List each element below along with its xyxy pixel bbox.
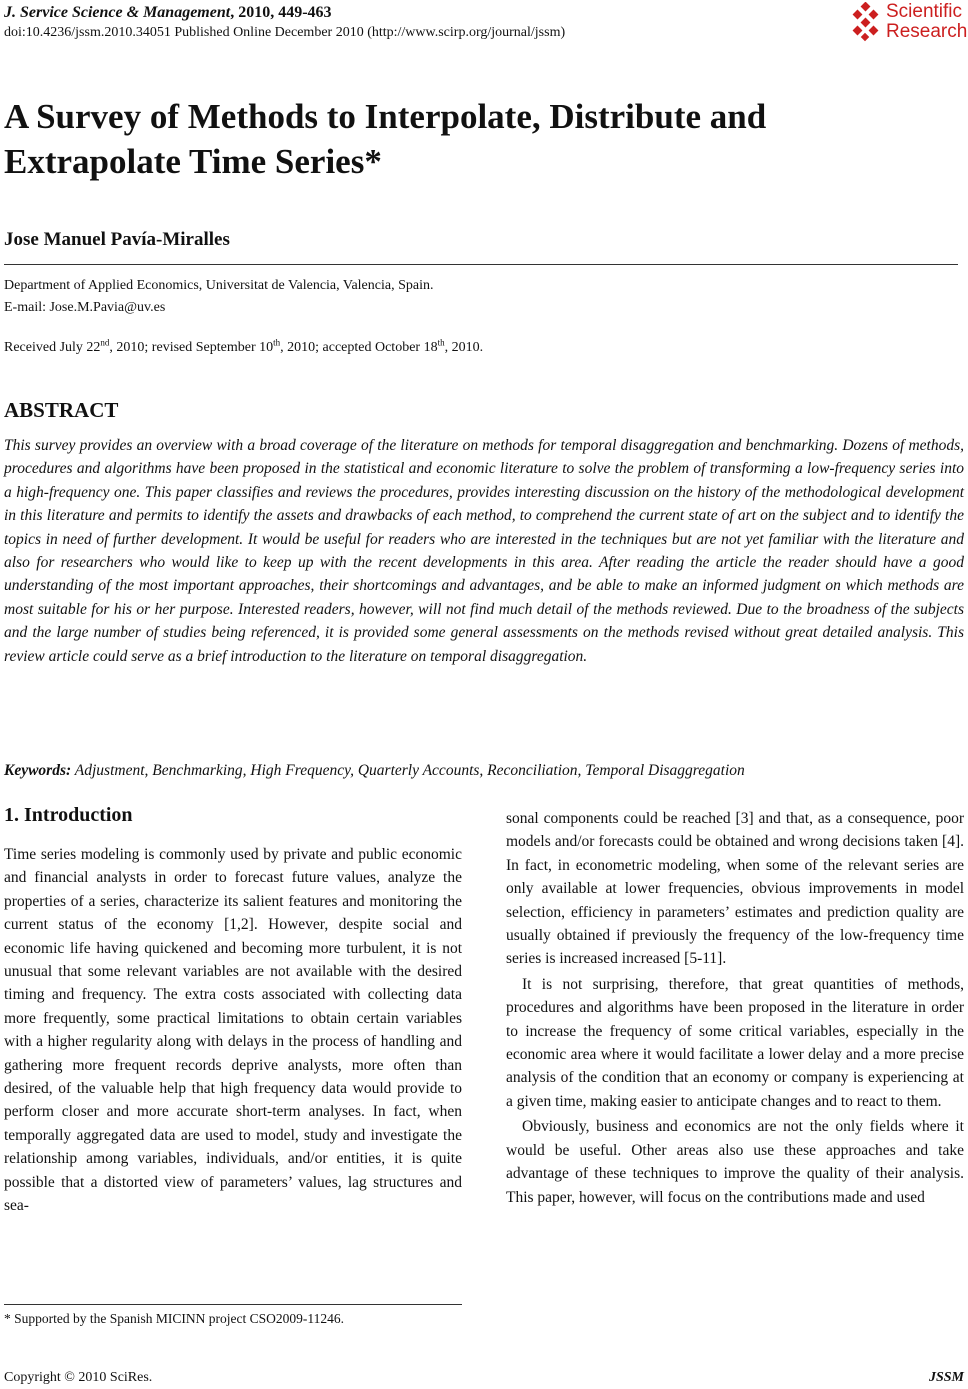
author-email: E-mail: Jose.M.Pavia@uv.es [4, 300, 166, 315]
logo-line-1: Scientific [886, 1, 963, 22]
journal-abbreviation: JSSM [928, 1370, 964, 1385]
doi-line: doi:10.4236/jssm.2010.34051 Published Online December 2010 (http://www.scirp.org/journal/jssm) [4, 25, 566, 40]
received-text: Received July 22 [4, 340, 101, 355]
paper-title: A Survey of Methods to Interpolate, Distribute and Extrapolate Time Series* [4, 97, 767, 181]
keywords [4, 760, 964, 782]
author-name: Jose Manuel Pavía-Miralles [4, 229, 230, 250]
ordinal-suffix: nd [100, 337, 110, 348]
ordinal-suffix: th [273, 337, 281, 348]
abstract-body: This survey provides an overview with a broad coverage of the literature on methods for temporal disaggregation and benchmarking. Dozens of methods, procedures and algorithms have been proposed in the statistical and economic literature to solve the problem of transforming a low-frequency series into a high-frequency one. This paper classifies and reviews the procedures, provides interesting discussion on the history of the methodological development in this literature and permits to identify the assets and drawbacks of each method, to comprehend the current state of art on the subject and to identify the topics in need of further development. It would be useful for readers who are interested in the techniques but are not yet familiar with the literature and also for researchers who would like to keep up with the recent developments in this area. After reading the article the reader should have a good understanding of the most important approaches, their shortcomings and advantages, and be able to make an informed judgment on which methods are most suitable for his or her purpose. Interested readers, however, will not find much detail of the methods reviewed. Due to the broadness of the subjects and the large number of studies being referenced, it is provided some general assessments on the methods revised without great detailed analysis. This review article could serve as a brief introduction to the literature on temporal disaggregation. [4, 437, 964, 665]
copyright: Copyright © 2010 SciRes. [4, 1370, 153, 1385]
section-heading-introduction: 1. Introduction [4, 804, 133, 826]
ordinal-suffix: th [437, 337, 445, 348]
scientific-research-logo [848, 2, 968, 44]
year-text: , 2010. [444, 340, 484, 355]
paragraph: Obviously, business and economics are not the only fields where it would be useful. Other areas also use these approaches and take advantage of these techniques to improve the quality of their analysis. This paper, however, will focus on the contributions made and used [506, 1118, 964, 1206]
footnote-divider [4, 1304, 462, 1305]
paragraph: Time series modeling is commonly used by private and public economic and financial analysts in order to forecast future values, analyze the properties of a series, characterize its salient features and monitoring the current status of the economy [1,2]. However, despite social and economic life having quickened and becoming more turbulent, it is not unusual that some relevant variables are not available with the desired timing and frequency. The extra costs associated with collecting data more frequently, some practical limitations to obtain certain variables with a higher regularity along with delays in the process of handling and gathering more frequent records deprive analysts, more often than desired, of the valuable help that high frequency data would provide to perform closer and more accurate short-term analyses. In fact, when temporally aggregated data are used to model, study and investigate the relationship among variables, individuals, and/or entities, it is quite possible that a distorted view of parameters’ values, lag structures and sea- [4, 846, 462, 1215]
footnote: * Supported by the Spanish MICINN project CSO2009-11246. [4, 1311, 344, 1326]
logo-text [886, 2, 967, 42]
paragraph: It is not surprising, therefore, that great quantities of methods, procedures and algorithms have been proposed in the literature in order to increase the frequency of some critical variables, especially in the economic area where it would facilitate a lower delay and a more precise analysis of the condition that an economy or company is experiencing at a given time, making easier to anticipate changes and to react to them. [506, 975, 964, 1110]
journal-name: J. Service Science & Management [4, 4, 231, 21]
title-divider [4, 264, 958, 265]
accepted-text: , 2010; accepted October 18 [280, 340, 438, 355]
keywords-list: Adjustment, Benchmarking, High Frequency, Quarterly Accounts, Reconciliation, Temporal Disaggregation [71, 762, 745, 779]
left-column [4, 843, 462, 1218]
journal-volume-pages: , 2010, 449-463 [230, 4, 332, 21]
journal-citation [4, 4, 332, 22]
abstract-heading: ABSTRACT [4, 398, 119, 422]
author-affiliation: Department of Applied Economics, Universitat de Valencia, Valencia, Spain. [4, 278, 434, 293]
keywords-label: Keywords: [4, 762, 72, 779]
received-dates [4, 338, 483, 358]
right-column [506, 807, 964, 1209]
logo-mark-icon [848, 2, 884, 42]
logo-line-2: Research [886, 21, 968, 42]
paragraph: sonal components could be reached [3] and that, as a consequence, poor models and/or forecasts could be obtained and wrong decisions taken [4]. In fact, in econometric modeling, when some of the relevant series are only available at lower frequencies, obvious improvements in model selection, efficiency in parameters’ estimates and prediction quality are usually obtained if previously the frequency of the low-frequency time series is increased increased [5-11]. [506, 810, 964, 968]
revised-text: , 2010; revised September 10 [109, 340, 274, 355]
